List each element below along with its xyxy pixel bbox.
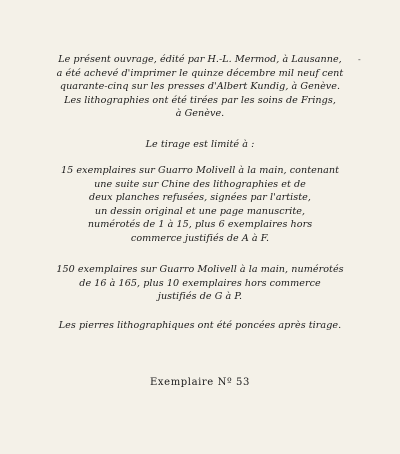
text-line: a été achevé d'imprimer le quinze décembre mil neuf cent [56,67,344,79]
text-line: deux planches refusées, signées par l'artiste, [89,192,311,204]
printing-details-paragraph [0,53,400,121]
text-line: à Genève. [175,108,225,120]
text-line: 15 exemplaires sur Guarro Molivell à la main, contenant [61,165,339,176]
text-line: Le tirage est limité à : [145,139,255,150]
text-line: de 16 à 165, plus 10 exemplaires hors commerce [79,277,321,289]
text-line: quarante-cinq sur les presses d'Albert Kundig, à Genève. [59,81,341,93]
text-line: un dessin original et une page manuscrite, [94,205,306,217]
text-line: Le présent ouvrage, édité par H.-L. Mermod, à Lausanne, [58,54,342,65]
text-line: numérotés de 1 à 15, plus 6 exemplaires hors [87,219,313,231]
stones-paragraph [0,319,400,333]
text-line: Les lithographies ont été tirées par les soins de Frings, [64,94,336,106]
second-edition-paragraph [0,263,400,304]
margin-mark: - [358,55,361,64]
tirage-heading [0,138,400,152]
text-line: Les pierres lithographiques ont été poncées après tirage. [58,320,342,331]
text-line: 150 exemplaires sur Guarro Molivell à la main, numérotés [56,264,344,275]
text-line: commerce justifiés de A à F. [130,232,270,244]
text-line: une suite sur Chine des lithographies et de [94,178,306,190]
copy-number: Exemplaire Nº 53 [150,377,250,388]
text-line: justifiés de G à P. [157,291,243,303]
first-edition-paragraph [0,164,400,246]
